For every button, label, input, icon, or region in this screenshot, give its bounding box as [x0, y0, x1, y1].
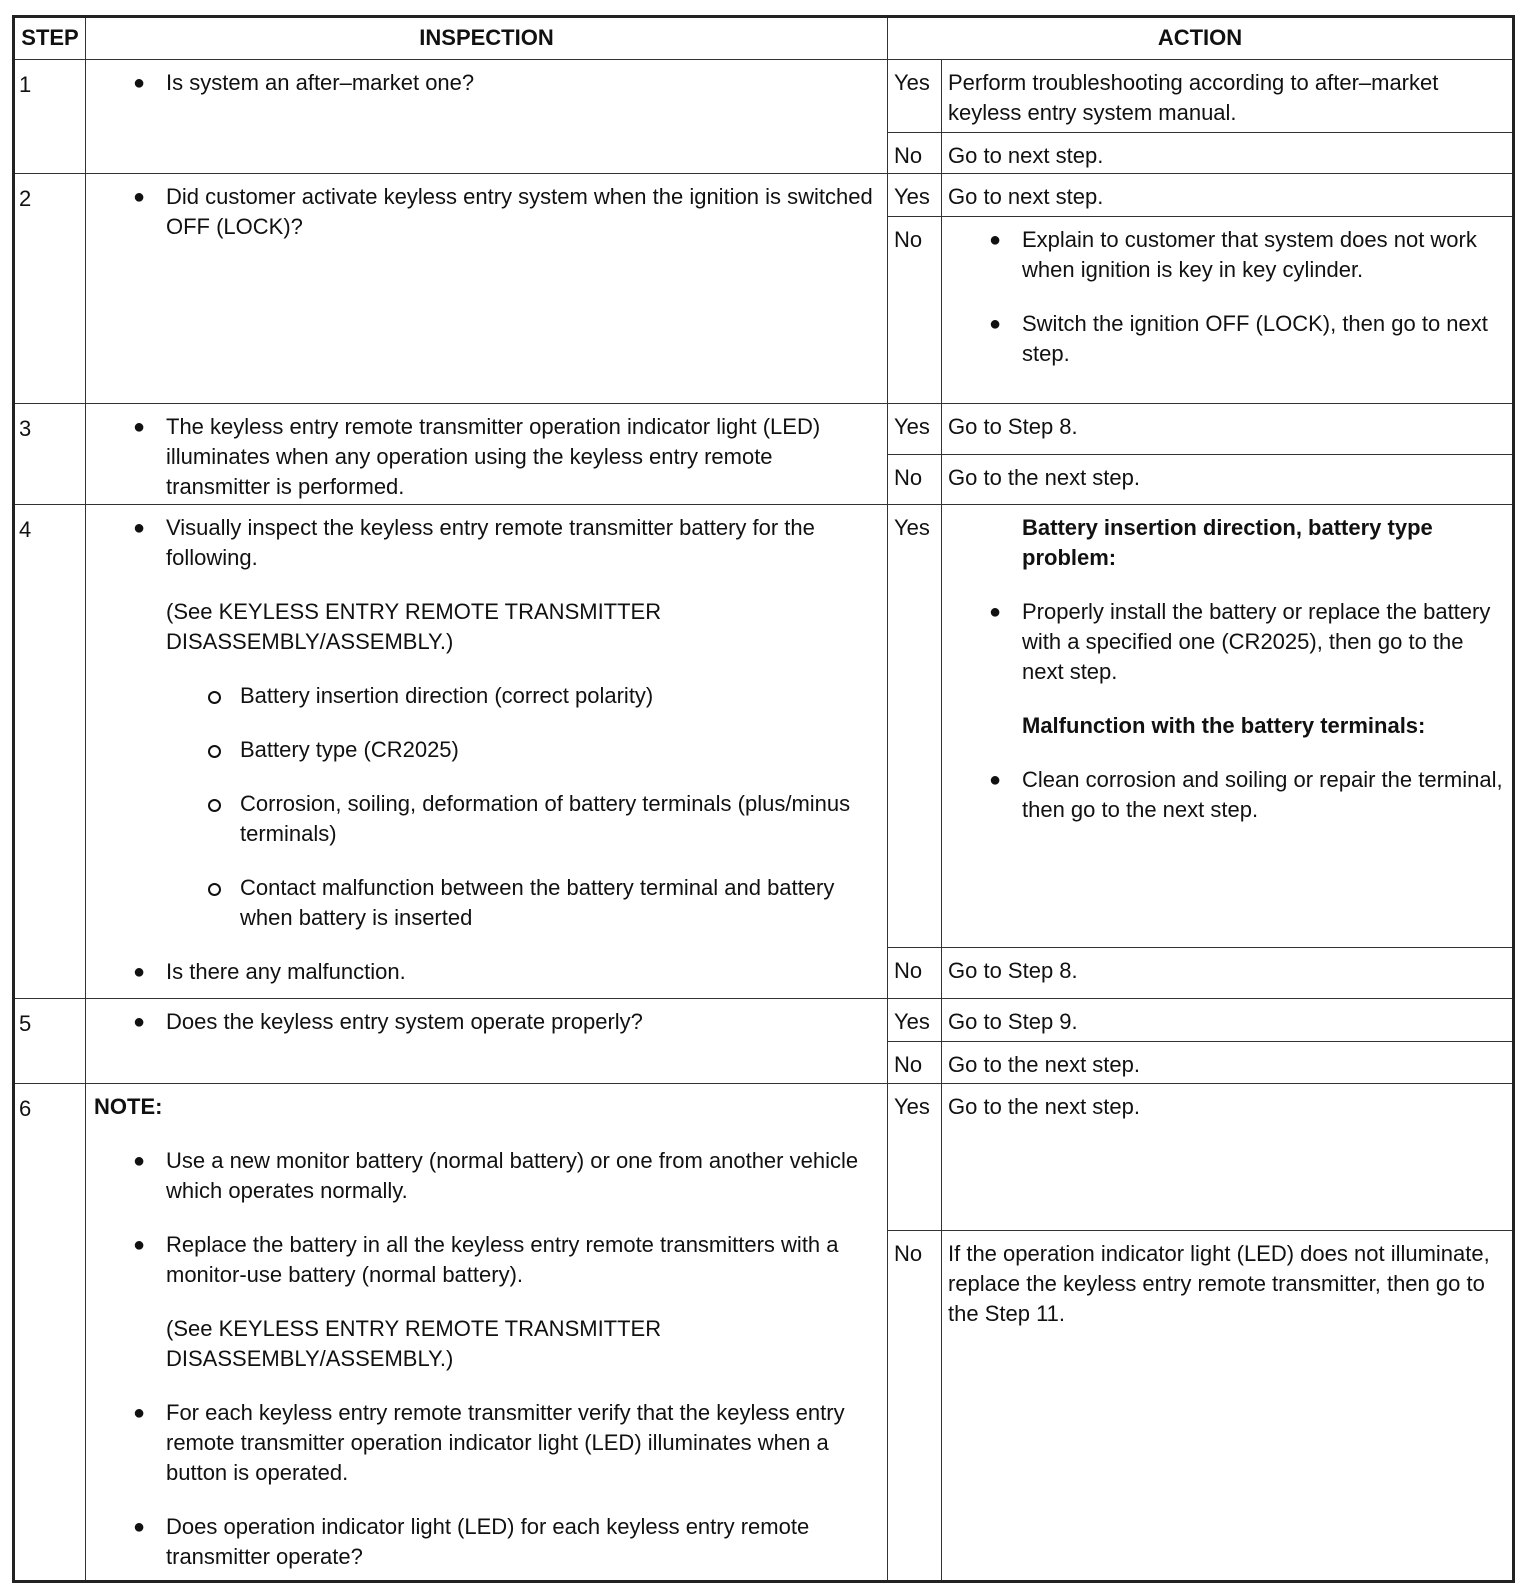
step-2-inspection [86, 174, 888, 404]
step-4-question: ● Is there any malfunction. [86, 957, 877, 987]
step-4-subitem: Battery insertion direction (correct polarity) [86, 681, 877, 711]
step-3-no-label: No [888, 454, 942, 505]
step-3-number: 3 [14, 403, 86, 505]
step-4-no-action: Go to Step 8. [942, 948, 1514, 999]
step-2-yes-label: Yes [888, 174, 942, 217]
step-1-yes-action: Perform troubleshooting according to after–market keyless entry system manual. [942, 59, 1514, 132]
step-5-yes-action: Go to Step 9. [942, 998, 1514, 1041]
step-5-no-label: No [888, 1041, 942, 1084]
step-4-yes-action [942, 505, 1514, 948]
step-6-note-bullet: ● Use a new monitor battery (normal battery) or one from another vehicle which operates normally. [86, 1146, 877, 1206]
step-2-number: 2 [14, 174, 86, 404]
step-1-inspection [86, 59, 888, 174]
step-6-inspection [86, 1084, 888, 1582]
step-1-no-label: No [888, 132, 942, 174]
step-3-yes-label: Yes [888, 403, 942, 454]
step-6-number: 6 [14, 1084, 86, 1582]
step-1-yes-label: Yes [888, 59, 942, 132]
step-3-yes-action: Go to Step 8. [942, 403, 1514, 454]
step-6-instruction: ● For each keyless entry remote transmitter verify that the keyless entry remote transmitter operation indicator light (LED) illuminates when a button is operated. [86, 1398, 877, 1488]
step-6-instruction: ● Replace the battery in all the keyless entry remote transmitters with a monitor-use battery (normal battery). [86, 1230, 877, 1290]
step-6-reference: (See KEYLESS ENTRY REMOTE TRANSMITTER DISASSEMBLY/ASSEMBLY.) [166, 1316, 662, 1372]
step-4-number: 4 [14, 505, 86, 999]
step-2-question: ● Did customer activate keyless entry system when the ignition is switched OFF (LOCK)? [86, 182, 877, 242]
step-1-question: ● Is system an after–market one? [86, 68, 877, 98]
step-2-yes-action: Go to next step. [942, 174, 1514, 217]
step-6-note-label: NOTE: [94, 1094, 163, 1120]
step-4-subitem: Contact malfunction between the battery terminal and battery when battery is inserted [86, 873, 877, 933]
step-2-no-bullet: ● Explain to customer that system does not work when ignition is key in key cylinder. [948, 225, 1506, 285]
step-4-inspection [86, 505, 888, 999]
step-4-subitem: Corrosion, soiling, deformation of battery terminals (plus/minus terminals) [86, 789, 877, 849]
step-4-yes-heading: Battery insertion direction, battery type problem: [1022, 515, 1433, 571]
action-header: ACTION [888, 17, 1514, 60]
step-4-no-label: No [888, 948, 942, 999]
step-2-no-action [942, 217, 1514, 404]
step-3-yes-row [14, 403, 1514, 454]
step-1-yes-row [14, 59, 1514, 132]
step-5-inspection [86, 998, 888, 1083]
step-4-yes-bullet: ● Properly install the battery or replace the battery with a specified one (CR2025), then go to the next step. [948, 597, 1506, 687]
step-6-yes-row [14, 1084, 1514, 1231]
troubleshooting-page [12, 15, 1512, 1583]
step-4-intro: ● Visually inspect the keyless entry remote transmitter battery for the following. [86, 513, 877, 573]
header-row [14, 17, 1514, 60]
step-1-no-action: Go to next step. [942, 132, 1514, 174]
step-1-number: 1 [14, 59, 86, 174]
step-6-yes-label: Yes [888, 1084, 942, 1231]
inspection-header: INSPECTION [86, 17, 888, 60]
step-3-no-action: Go to the next step. [942, 454, 1514, 505]
step-4-subitem: Battery type (CR2025) [86, 735, 877, 765]
step-4-reference: (See KEYLESS ENTRY REMOTE TRANSMITTER DISASSEMBLY/ASSEMBLY.) [166, 599, 662, 655]
step-4-yes-row [14, 505, 1514, 948]
step-6-no-label: No [888, 1231, 942, 1582]
step-6-yes-action: Go to the next step. [942, 1084, 1514, 1231]
step-6-question: ● Does operation indicator light (LED) for each keyless entry remote transmitter operate? [86, 1512, 877, 1572]
step-2-no-label: No [888, 217, 942, 404]
step-2-yes-row [14, 174, 1514, 217]
step-4-yes-label: Yes [888, 505, 942, 948]
step-5-no-action: Go to the next step. [942, 1041, 1514, 1084]
step-3-question: ● The keyless entry remote transmitter operation indicator light (LED) illuminates when any operation using the keyless entry remote transmitter is performed. [86, 412, 877, 502]
step-header: STEP [14, 17, 86, 60]
step-5-yes-label: Yes [888, 998, 942, 1041]
step-5-number: 5 [14, 998, 86, 1083]
step-6-no-action: If the operation indicator light (LED) does not illuminate, replace the keyless entry remote transmitter, then go to the Step 11. [942, 1231, 1514, 1582]
troubleshooting-table [12, 15, 1515, 1583]
step-5-question: ● Does the keyless entry system operate properly? [86, 1007, 877, 1037]
step-5-yes-row [14, 998, 1514, 1041]
step-4-yes-heading: Malfunction with the battery terminals: [1022, 713, 1426, 739]
step-2-no-bullet: ● Switch the ignition OFF (LOCK), then go to next step. [948, 309, 1506, 369]
step-4-yes-bullet: ● Clean corrosion and soiling or repair the terminal, then go to the next step. [948, 765, 1506, 825]
step-3-inspection [86, 403, 888, 505]
